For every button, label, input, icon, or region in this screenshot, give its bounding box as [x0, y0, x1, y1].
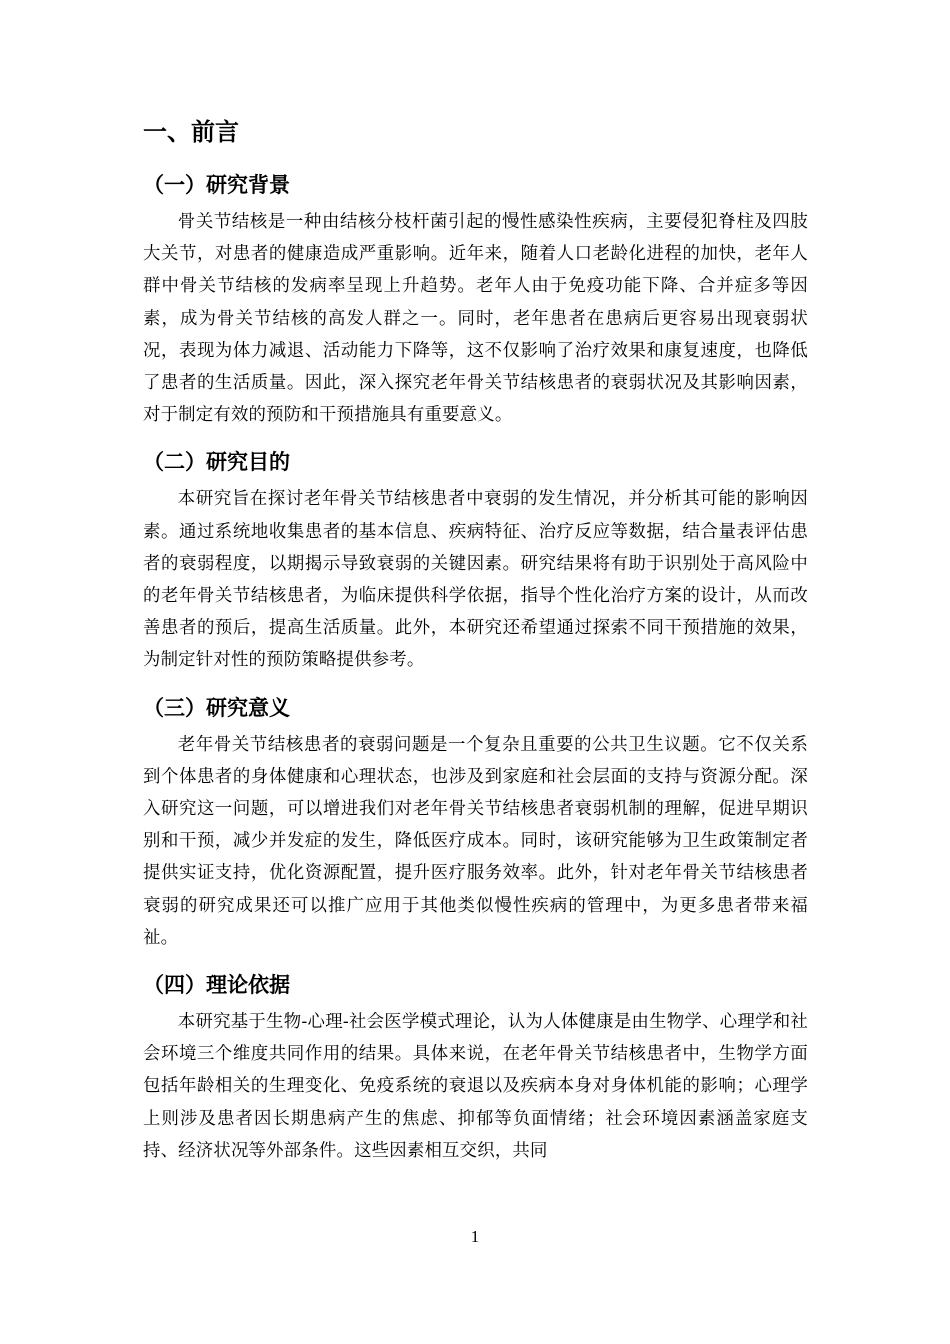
- section-paragraph-significance: 老年骨关节结核患者的衰弱问题是一个复杂且重要的公共卫生议题。它不仅关系到个体患者的身体健康和心理状态，也涉及到家庭和社会层面的支持与资源分配。深入研究这一问题，可以增进我们对老年骨关节结核患者衰弱机制的理解，促进早期识别和干预，减少并发症的发生，降低医疗成本。同时，该研究能够为卫生政策制定者提供实证支持，优化资源配置，提升医疗服务效率。此外，针对老年骨关节结核患者衰弱的研究成果还可以推广应用于其他类似慢性疾病的管理中，为更多患者带来福祉。: [143, 734, 808, 948]
- section-title-theory: （四）理论依据: [143, 973, 290, 998]
- section-paragraph-theory: 本研究基于生物-心理-社会医学模式理论，认为人体健康是由生物学、心理学和社会环境三个维度共同作用的结果。具体来说，在老年骨关节结核患者中，生物学方面包括年龄相关的生理变化、免疫系统的衰退以及疾病本身对身体机能的影响；心理学上则涉及患者因长期患病产生的焦虑、抑郁等负面情绪；社会环境因素涵盖家庭支持、经济状况等外部条件。这些因素相互交织，共同: [143, 1012, 808, 1161]
- section-title-purpose: （二）研究目的: [143, 450, 290, 475]
- section-title-background: （一）研究背景: [143, 173, 290, 197]
- page-number: 1: [470, 1227, 480, 1246]
- chapter-heading: 一、前言: [143, 118, 239, 146]
- section-paragraph-background: 骨关节结核是一种由结核分枝杆菌引起的慢性感染性疾病，主要侵犯脊柱及四肢大关节，对患者的健康造成严重影响。近年来，随着人口老龄化进程的加快，老年人群中骨关节结核的发病率呈现上升趋势。老年人由于免疫功能下降、合并症多等因素，成为骨关节结核的高发人群之一。同时，老年患者在患病后更容易出现衰弱状况，表现为体力减退、活动能力下降等，这不仅影响了治疗效果和康复速度，也降低了患者的生活质量。因此，深入探究老年骨关节结核患者的衰弱状况及其影响因素，对于制定有效的预防和干预措施具有重要意义。: [143, 212, 808, 426]
- section-paragraph-purpose: 本研究旨在探讨老年骨关节结核患者中衰弱的发生情况，并分析其可能的影响因素。通过系统地收集患者的基本信息、疾病特征、治疗反应等数据，结合量表评估患者的衰弱程度，以期揭示导致衰弱的关键因素。研究结果将有助于识别处于高风险中的老年骨关节结核患者，为临床提供科学依据，指导个性化治疗方案的设计，从而改善患者的预后，提高生活质量。此外，本研究还希望通过探索不同干预措施的效果，为制定针对性的预防策略提供参考。: [143, 489, 808, 671]
- page-content: [143, 110, 808, 1167]
- section-title-significance: （三）研究意义: [143, 695, 290, 720]
